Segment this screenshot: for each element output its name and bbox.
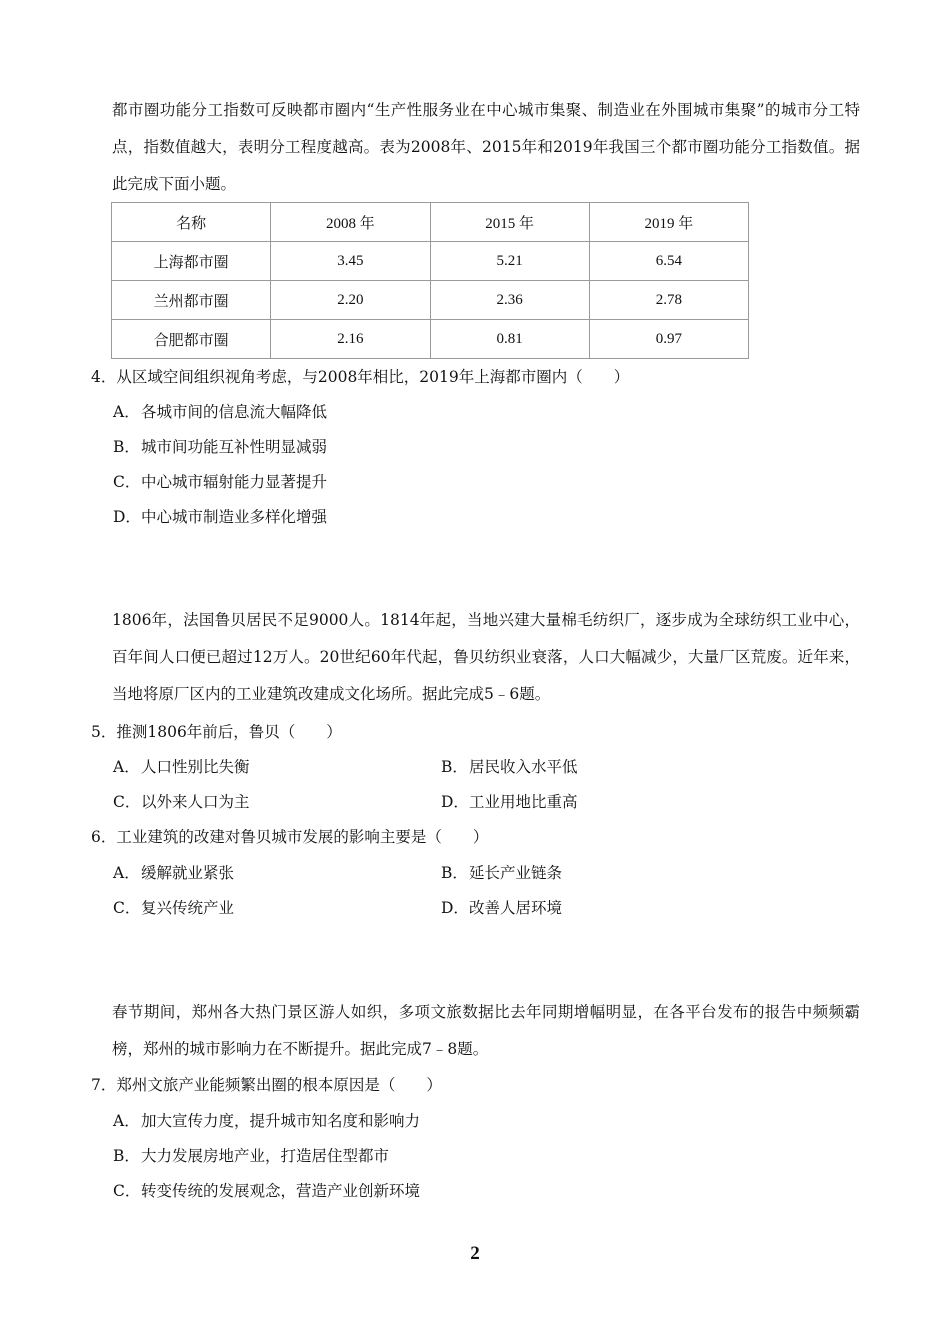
- question-4-stem: 4．从区域空间组织视角考虑，与2008年相比，2019年上海都市圈内（ ）: [91, 368, 630, 386]
- table-header-cell: 名称: [112, 203, 271, 242]
- question-6-stem: 6．工业建筑的改建对鲁贝城市发展的影响主要是（ ）: [91, 828, 489, 846]
- table-cell: 2.78: [589, 281, 748, 320]
- option-text: 工业用地比重高: [469, 793, 578, 811]
- passage-intro-roubaix: 1806年，法国鲁贝居民不足9000人。1814年起，当地兴建大量棉毛纺织厂，逐步成为全球纺织工业中心，百年间人口便已超过12万人。20世纪60年代起，鲁贝纺织业衰落，人口大幅减少，大量厂区荒废。近年来，当地将原厂区内的工业建筑改建成文化场所。据此完成5﹣6题。: [112, 611, 860, 703]
- question-5-option-b: [441, 756, 578, 778]
- option-text: 加大宣传力度，提升城市知名度和影响力: [141, 1112, 421, 1130]
- option-text: 中心城市制造业多样化增强: [141, 508, 328, 526]
- table-cell: 上海都市圈: [112, 242, 271, 281]
- table-row: [112, 281, 749, 320]
- option-text: 中心城市辐射能力显著提升: [141, 473, 328, 491]
- option-letter: B．: [441, 864, 468, 882]
- question-7-option-b: [113, 1145, 389, 1167]
- question-6-option-d: [441, 897, 562, 919]
- option-text: 延长产业链条: [469, 864, 563, 882]
- question-5-option-d: [441, 791, 578, 813]
- table-row: [112, 320, 749, 359]
- option-text: 人口性别比失衡: [141, 758, 250, 776]
- table-cell: 2.16: [271, 320, 430, 359]
- option-text: 复兴传统产业: [141, 899, 235, 917]
- table-header-cell: 2015 年: [430, 203, 589, 242]
- question-5-stem: 5．推测1806年前后，鲁贝（ ）: [91, 723, 342, 741]
- option-text: 大力发展房地产业，打造居住型都市: [141, 1147, 390, 1165]
- table-header-row: [112, 203, 749, 242]
- option-letter: D．: [441, 899, 469, 917]
- question-7-option-a: [113, 1110, 420, 1132]
- table-cell: 合肥都市圈: [112, 320, 271, 359]
- passage-intro-zhengzhou: 春节期间，郑州各大热门景区游人如织，多项文旅数据比去年同期增幅明显，在各平台发布的报告中频频霸榜，郑州的城市影响力在不断提升。据此完成7﹣8题。: [112, 1003, 860, 1058]
- table-cell: 0.81: [430, 320, 589, 359]
- passage-intro-metropolitan: 都市圈功能分工指数可反映都市圈内“生产性服务业在中心城市集聚、制造业在外围城市集聚”的城市分工特点，指数值越大，表明分工程度越高。表为2008年、2015年和2019年我国三个都市圈功能分工指数值。据此完成下面小题。: [112, 101, 860, 193]
- table-cell: 5.21: [430, 242, 589, 281]
- question-4-option-d: [113, 506, 327, 528]
- table-cell: 2.20: [271, 281, 430, 320]
- table-header-cell: 2019 年: [589, 203, 748, 242]
- table-row: [112, 242, 749, 281]
- table-cell: 兰州都市圈: [112, 281, 271, 320]
- option-text: 城市间功能互补性明显减弱: [141, 438, 328, 456]
- option-text: 缓解就业紧张: [141, 864, 235, 882]
- option-letter: B．: [113, 438, 140, 456]
- table-cell: 3.45: [271, 242, 430, 281]
- option-text: 改善人居环境: [469, 899, 563, 917]
- option-text: 各城市间的信息流大幅降低: [141, 403, 328, 421]
- option-letter: C．: [113, 1182, 141, 1200]
- question-5-option-c: [113, 791, 250, 813]
- option-text: 居民收入水平低: [469, 758, 578, 776]
- question-4-option-c: [113, 471, 327, 493]
- table-cell: 6.54: [589, 242, 748, 281]
- question-4-option-a: [113, 401, 327, 423]
- question-6-option-c: [113, 897, 234, 919]
- option-text: 以外来人口为主: [141, 793, 250, 811]
- option-letter: A．: [113, 864, 140, 882]
- option-letter: C．: [113, 473, 141, 491]
- table-header-cell: 2008 年: [271, 203, 430, 242]
- question-7-stem: 7．郑州文旅产业能频繁出圈的根本原因是（ ）: [91, 1076, 442, 1094]
- option-letter: A．: [113, 403, 140, 421]
- question-5-option-a: [113, 756, 250, 778]
- question-6-option-b: [441, 862, 562, 884]
- option-letter: A．: [113, 758, 140, 776]
- option-letter: D．: [113, 508, 141, 526]
- table-cell: 2.36: [430, 281, 589, 320]
- question-4-option-b: [113, 436, 327, 458]
- option-letter: B．: [441, 758, 468, 776]
- option-text: 转变传统的发展观念，营造产业创新环境: [141, 1182, 421, 1200]
- option-letter: B．: [113, 1147, 140, 1165]
- option-letter: C．: [113, 793, 141, 811]
- question-7-option-c: [113, 1180, 420, 1202]
- option-letter: D．: [441, 793, 469, 811]
- division-index-table: [111, 202, 749, 359]
- page-number: 2: [470, 1243, 480, 1264]
- option-letter: A．: [113, 1112, 140, 1130]
- table-cell: 0.97: [589, 320, 748, 359]
- option-letter: C．: [113, 899, 141, 917]
- question-6-option-a: [113, 862, 234, 884]
